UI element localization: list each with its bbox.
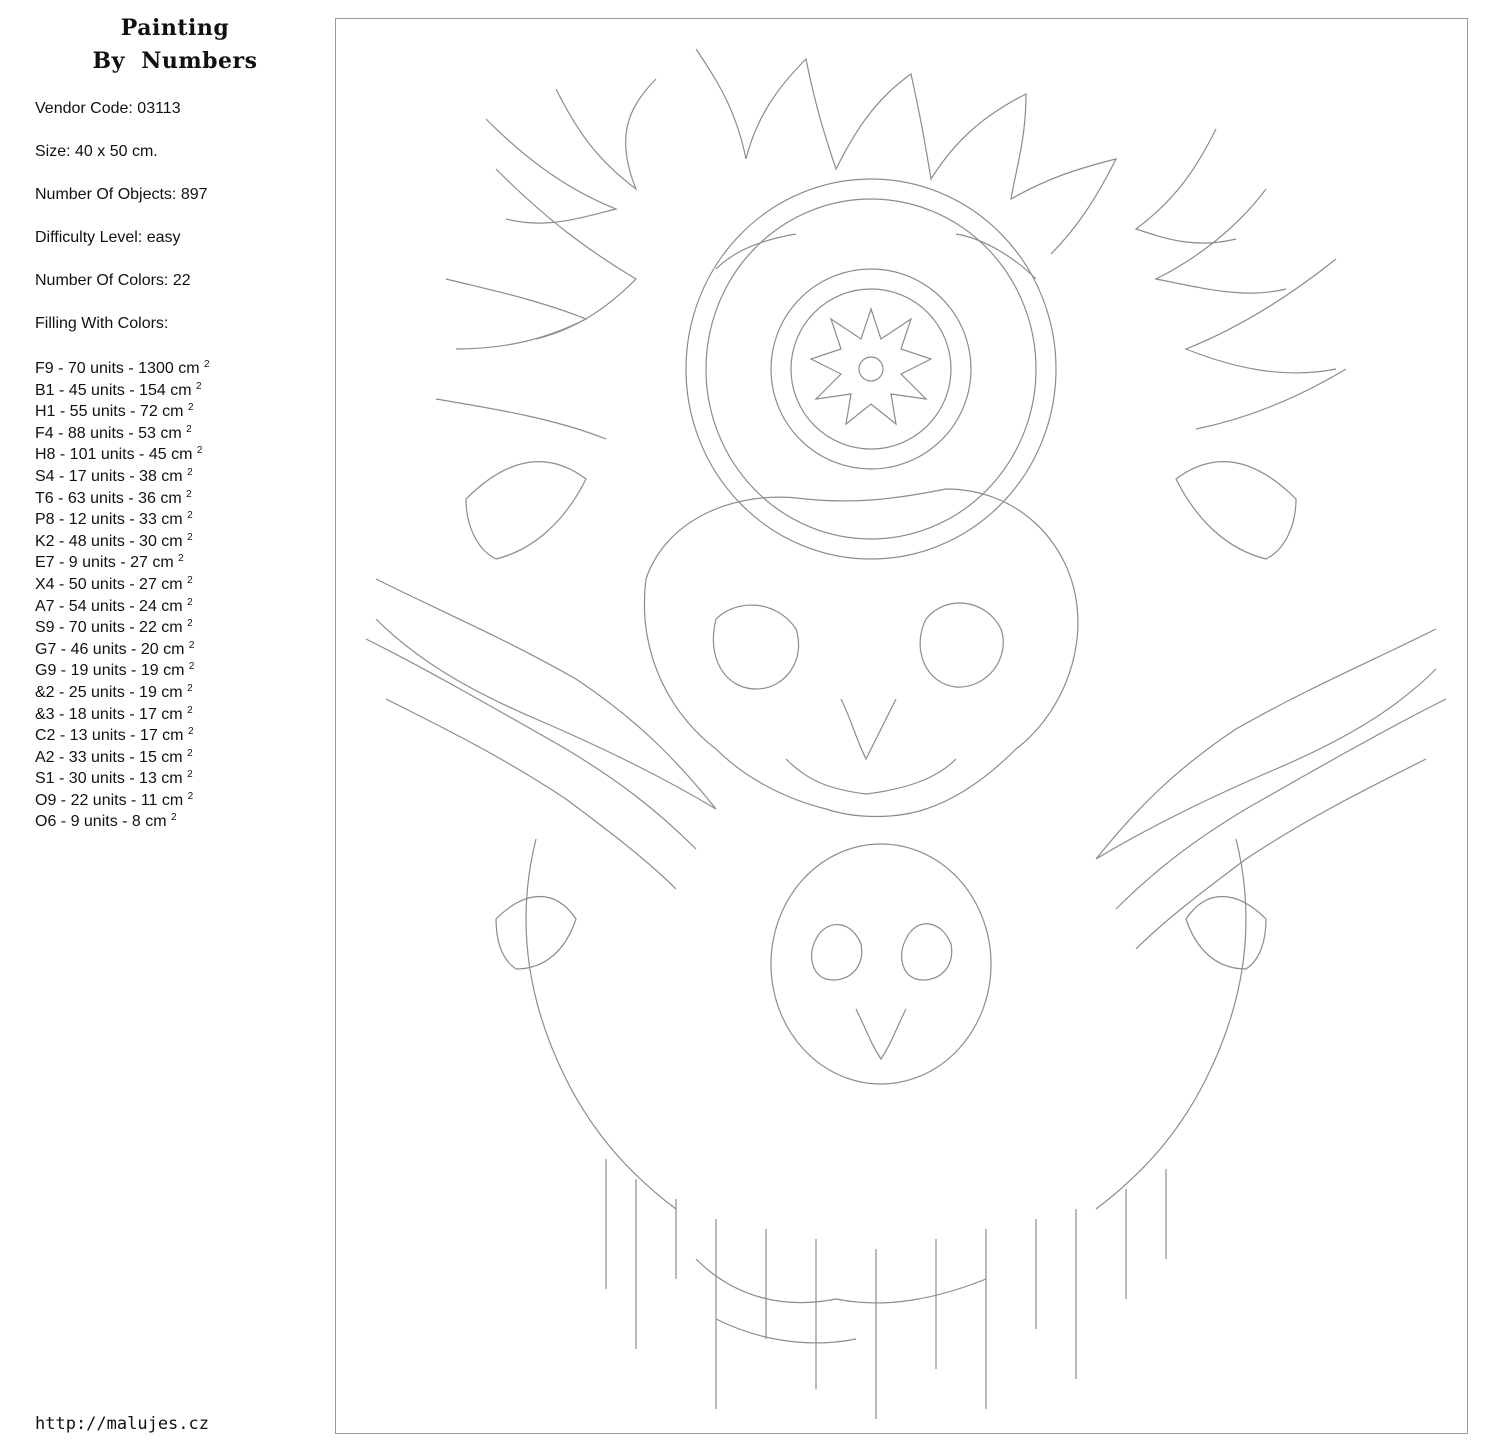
- color-entry: [35, 552, 210, 574]
- title-line-1: Painting: [120, 15, 230, 41]
- side-leaves: [466, 462, 1296, 969]
- color-entry-text: B1 - 45 units - 154 cm: [35, 381, 192, 399]
- square-superscript: 2: [171, 812, 177, 824]
- color-list: [35, 358, 210, 833]
- square-superscript: 2: [188, 639, 195, 651]
- drips: [526, 839, 1246, 1419]
- color-entry: [35, 466, 210, 488]
- line-art-illustration: [336, 19, 1468, 1434]
- square-superscript: 2: [178, 553, 184, 565]
- color-entry: [35, 358, 210, 380]
- wings: [366, 579, 1446, 949]
- lower-skull: [771, 844, 991, 1084]
- color-entry-text: H8 - 101 units - 45 cm: [35, 446, 193, 464]
- color-entry: [35, 725, 210, 747]
- color-entry: [35, 488, 210, 510]
- product-info: [35, 99, 208, 357]
- color-entry-text: G9 - 19 units - 19 cm: [35, 662, 185, 680]
- color-entry: [35, 790, 210, 812]
- square-superscript: 2: [187, 747, 193, 759]
- color-entry-text: O6 - 9 units - 8 cm: [35, 813, 167, 831]
- color-entry: [35, 768, 210, 790]
- color-entry: [35, 639, 210, 661]
- color-entry-text: S4 - 17 units - 38 cm: [35, 467, 183, 485]
- colors-count: Number Of Colors: 22: [35, 272, 191, 289]
- square-superscript: 2: [187, 769, 193, 781]
- square-superscript: 2: [187, 704, 193, 716]
- color-entry-text: A7 - 54 units - 24 cm: [35, 597, 183, 615]
- color-entry-text: S9 - 70 units - 22 cm: [35, 619, 183, 637]
- square-superscript: 2: [187, 510, 193, 522]
- coloring-canvas: [335, 18, 1468, 1434]
- square-superscript: 2: [186, 423, 192, 435]
- color-entry-text: &3 - 18 units - 17 cm: [35, 705, 183, 723]
- color-entry-text: X4 - 50 units - 27 cm: [35, 575, 183, 593]
- color-entry: [35, 574, 210, 596]
- color-entry: [35, 682, 210, 704]
- color-entry: [35, 660, 210, 682]
- color-entry-text: G7 - 46 units - 20 cm: [35, 640, 185, 658]
- flower-disc: [686, 179, 1056, 559]
- difficulty-level: Difficulty Level: easy: [35, 229, 181, 246]
- square-superscript: 2: [196, 445, 203, 457]
- square-superscript: 2: [187, 596, 193, 608]
- vendor-code: Vendor Code: 03113: [35, 100, 181, 117]
- color-entry-text: &2 - 25 units - 19 cm: [35, 683, 183, 701]
- square-superscript: 2: [187, 402, 194, 414]
- objects-count: Number Of Objects: 897: [35, 186, 208, 203]
- square-superscript: 2: [187, 531, 193, 543]
- color-entry: [35, 704, 210, 726]
- color-entry-text: A2 - 33 units - 15 cm: [35, 748, 183, 766]
- square-superscript: 2: [187, 466, 193, 478]
- color-entry-text: F4 - 88 units - 53 cm: [35, 424, 182, 442]
- square-superscript: 2: [203, 359, 210, 370]
- color-entry: [35, 509, 210, 531]
- footer-url: http://malujes.cz: [35, 1414, 209, 1434]
- color-entry-text: F9 - 70 units - 1300 cm: [35, 360, 200, 377]
- legend-sidebar: [0, 0, 320, 1453]
- color-entry: [35, 423, 210, 445]
- canvas-size: Size: 40 x 50 cm.: [35, 143, 158, 160]
- color-entry: [35, 444, 210, 466]
- square-superscript: 2: [195, 380, 202, 392]
- color-entry-text: K2 - 48 units - 30 cm: [35, 532, 183, 550]
- color-entry-text: H1 - 55 units - 72 cm: [35, 403, 184, 421]
- square-superscript: 2: [187, 574, 193, 586]
- color-entry-text: P8 - 12 units - 33 cm: [35, 511, 183, 529]
- page-title: [60, 12, 290, 78]
- filling-label: Filling With Colors:: [35, 315, 169, 332]
- color-entry: [35, 380, 210, 402]
- color-entry-text: T6 - 63 units - 36 cm: [35, 489, 182, 507]
- sunflower-petals: [436, 49, 1346, 439]
- square-superscript: 2: [188, 661, 195, 673]
- color-entry: [35, 811, 210, 833]
- color-entry-text: C2 - 13 units - 17 cm: [35, 727, 184, 745]
- square-superscript: 2: [187, 726, 194, 738]
- color-entry-text: E7 - 9 units - 27 cm: [35, 554, 174, 572]
- color-entry: [35, 747, 210, 769]
- color-entry: [35, 401, 210, 423]
- color-entry-text: O9 - 22 units - 11 cm: [35, 791, 184, 809]
- square-superscript: 2: [187, 790, 194, 802]
- color-entry: [35, 531, 210, 553]
- square-superscript: 2: [187, 682, 193, 694]
- color-entry-text: S1 - 30 units - 13 cm: [35, 770, 183, 788]
- square-superscript: 2: [186, 488, 192, 500]
- color-entry: [35, 596, 210, 618]
- square-superscript: 2: [187, 618, 193, 630]
- color-entry: [35, 617, 210, 639]
- title-line-2: By Numbers: [92, 48, 258, 74]
